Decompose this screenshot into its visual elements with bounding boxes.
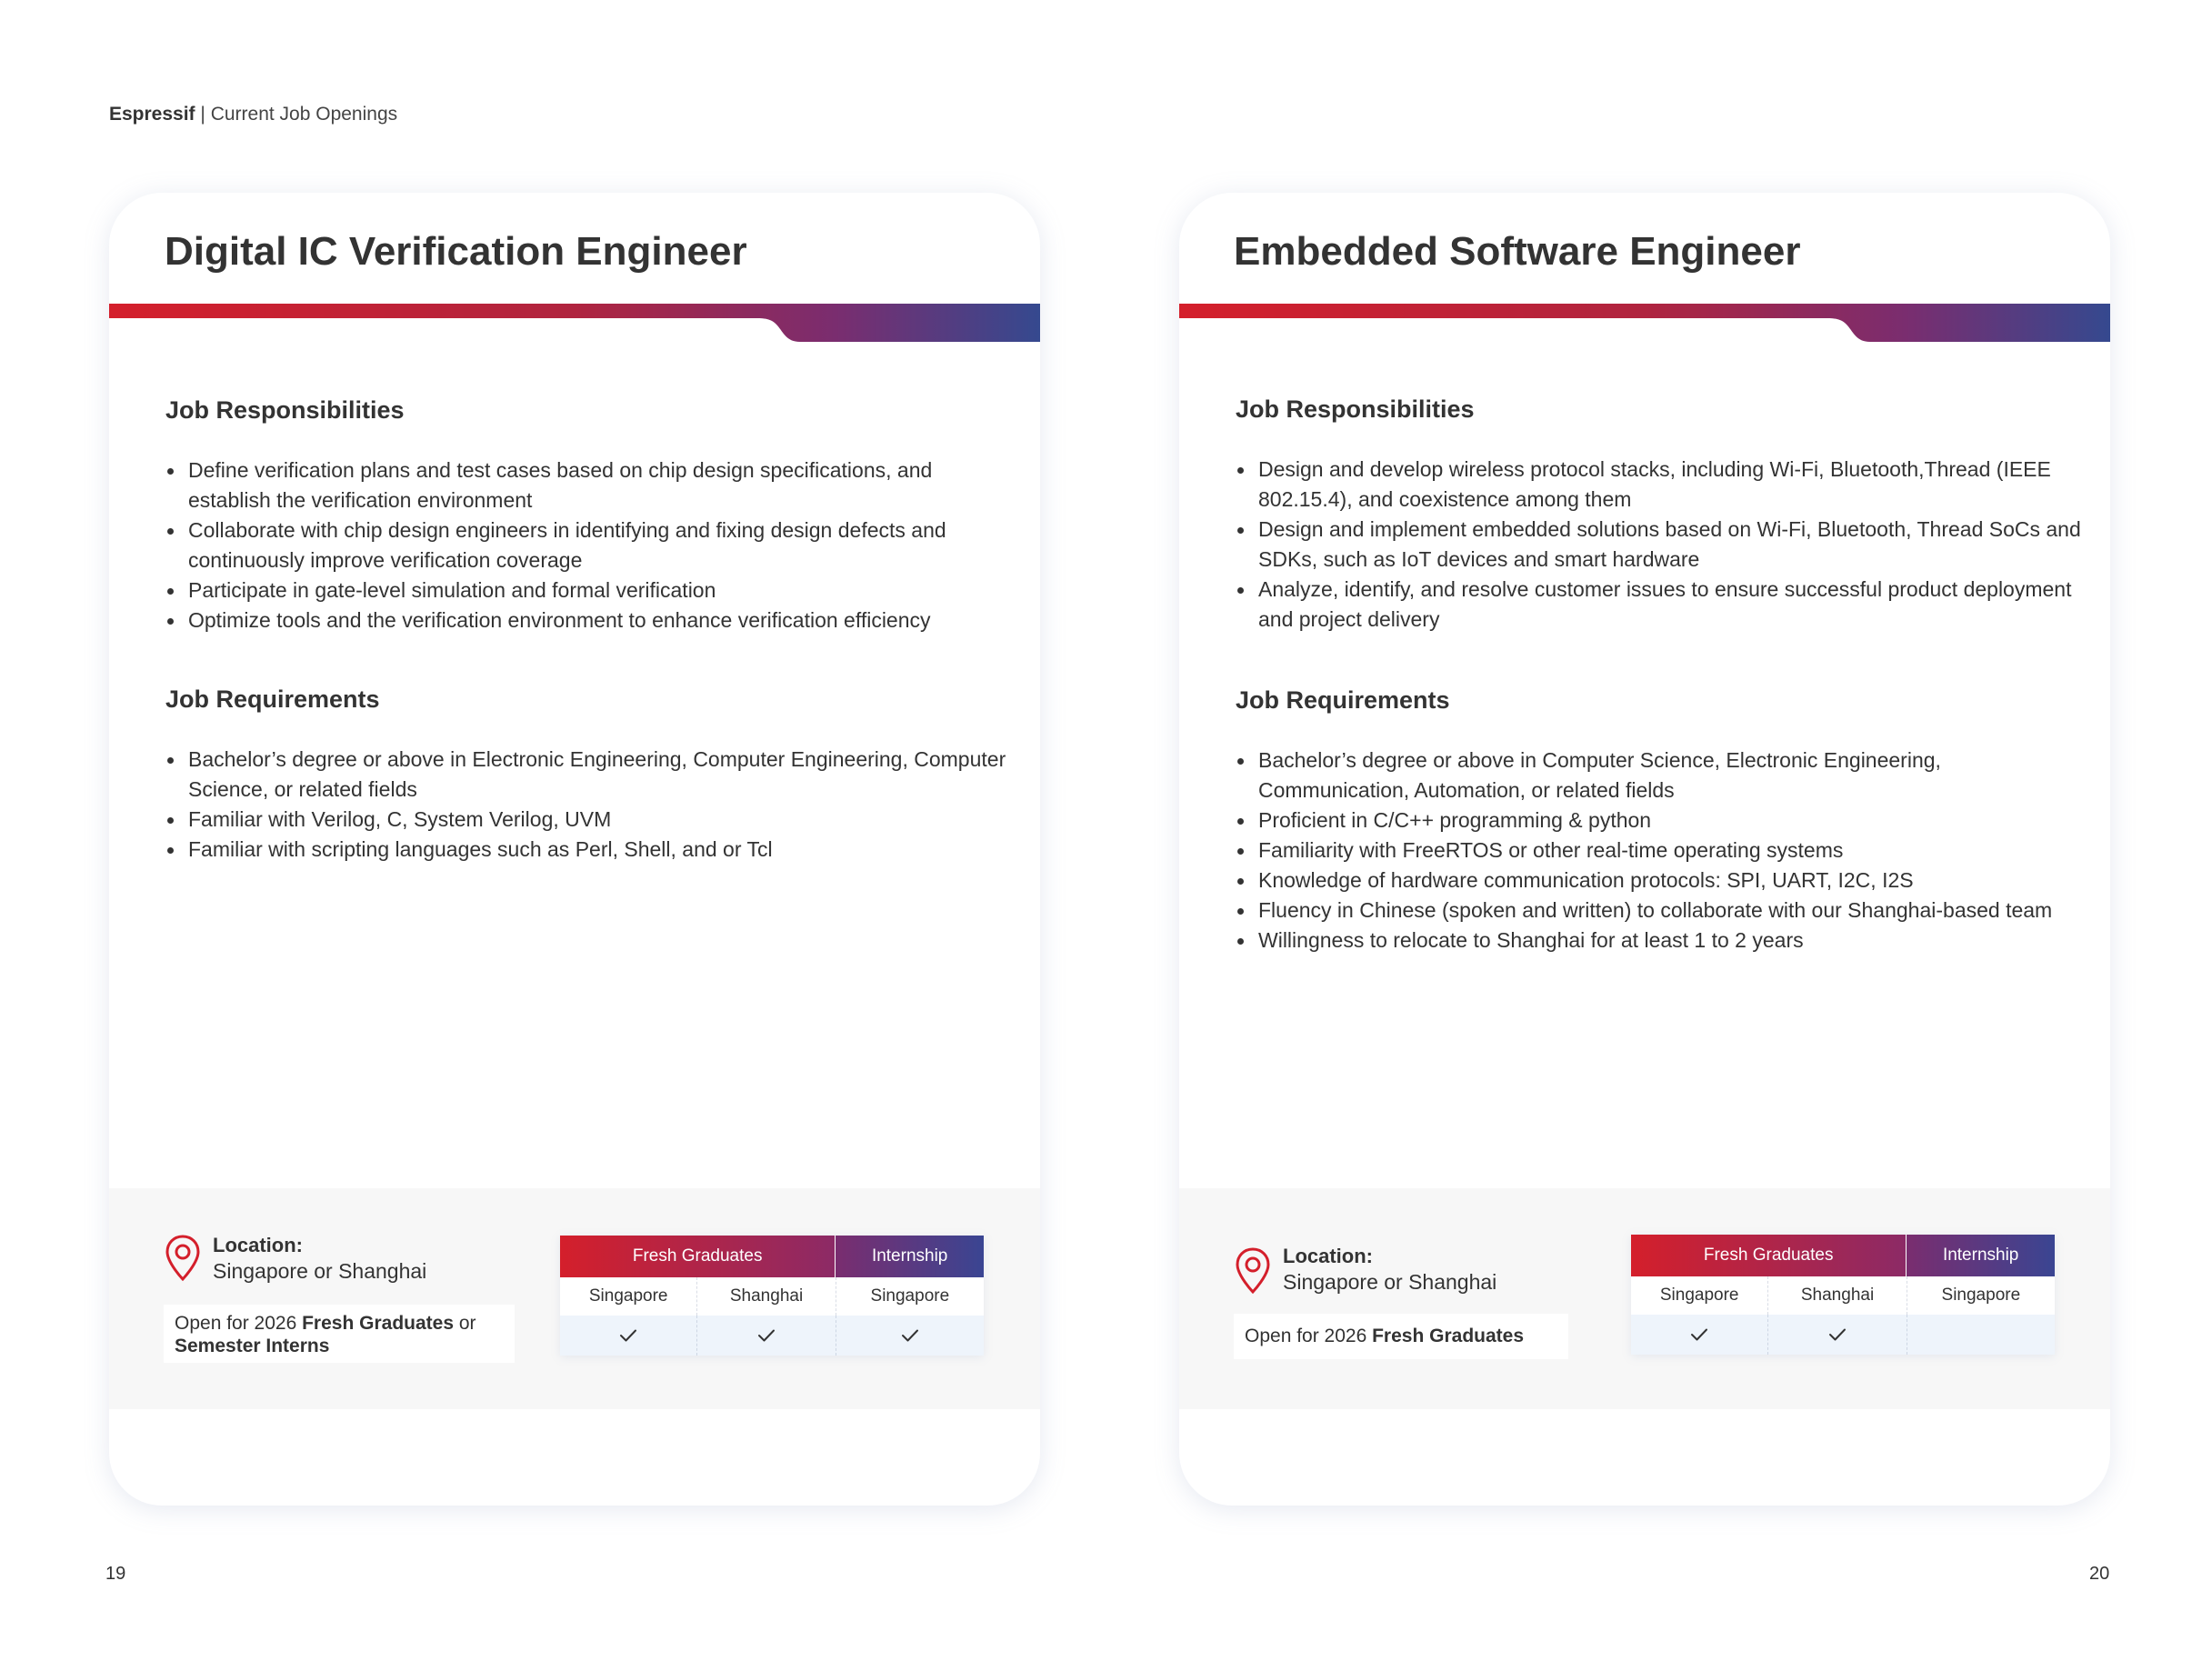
list-item: Design and implement embedded solutions based on Wi-Fi, Bluetooth, Thread SoCs and SDKs, such as IoT devices and smart hardware [1236, 515, 2081, 575]
location-cell: Singapore [1907, 1276, 2055, 1315]
job-title: Embedded Software Engineer [1234, 229, 1801, 274]
responsibilities-title: Job Responsibilities [165, 396, 405, 424]
check-icon [1690, 1327, 1708, 1342]
page-number-right: 20 [2089, 1564, 2110, 1584]
list-item: Optimize tools and the verification environment to enhance verification efficiency [165, 605, 1011, 635]
location-cell: Singapore [560, 1277, 696, 1316]
location-pin-icon [1234, 1246, 1272, 1296]
list-item: Fluency in Chinese (spoken and written) to collaborate with our Shanghai-based team [1236, 896, 2081, 926]
responsibilities-section [1236, 395, 2081, 635]
fresh-graduates-header: Fresh Graduates [1631, 1235, 1906, 1276]
open-for-note [164, 1305, 515, 1363]
check-icon [619, 1328, 637, 1343]
location-cell: Shanghai [1767, 1276, 1906, 1315]
internship-header: Internship [836, 1236, 984, 1277]
availability-cell [1767, 1315, 1906, 1355]
page-header [109, 104, 397, 125]
location-pin-icon [164, 1234, 202, 1283]
list-item: Collaborate with chip design engineers in identifying and fixing design defects and continuously improve verification coverage [165, 515, 1011, 575]
list-item: Familiar with Verilog, C, System Verilog, UVM [165, 805, 1011, 835]
responsibilities-section [165, 396, 1011, 635]
availability-header [560, 1236, 984, 1277]
availability-cell [696, 1316, 835, 1356]
responsibilities-list [1236, 455, 2081, 635]
list-item: Design and develop wireless protocol stacks, including Wi-Fi, Bluetooth,Thread (IEEE 802.15.4), and coexistence among them [1236, 455, 2081, 515]
location-cell: Singapore [836, 1277, 984, 1316]
availability-cell [1631, 1315, 1767, 1355]
open-for-prefix: Open for 2026 [1245, 1326, 1373, 1346]
check-icon [901, 1328, 919, 1343]
list-item: Willingness to relocate to Shanghai for at least 1 to 2 years [1236, 926, 2081, 956]
open-for-fresh: Fresh Graduates [1372, 1326, 1525, 1346]
location-panel [109, 1188, 1040, 1409]
location-label: Location: [1283, 1245, 1373, 1267]
availability-cell [836, 1316, 984, 1356]
responsibilities-list [165, 455, 1011, 635]
brand-name: Espressif [109, 104, 195, 125]
open-for-note [1234, 1314, 1568, 1359]
list-item: Define verification plans and test cases based on chip design specifications, and establish the verification environment [165, 455, 1011, 515]
check-icon [1828, 1327, 1847, 1342]
availability-header [1631, 1235, 2055, 1276]
requirements-section [165, 685, 1011, 865]
location-cell: Shanghai [696, 1277, 835, 1316]
availability-table [560, 1236, 984, 1356]
location-panel [1179, 1188, 2110, 1409]
job-card-embedded [1179, 193, 2110, 1506]
job-title: Digital IC Verification Engineer [165, 229, 747, 274]
location-value: Singapore or Shanghai [213, 1259, 427, 1283]
requirements-list [165, 745, 1011, 865]
requirements-list [1236, 745, 2081, 956]
location-cell: Singapore [1631, 1276, 1767, 1315]
location-label: Location: [213, 1234, 303, 1256]
responsibilities-title: Job Responsibilities [1236, 395, 1475, 423]
list-item: Proficient in C/C++ programming & python [1236, 805, 2081, 836]
open-for-middle: or [454, 1313, 482, 1334]
list-item: Familiar with scripting languages such as Perl, Shell, and or Tcl [165, 835, 1011, 865]
list-item: Knowledge of hardware communication protocols: SPI, UART, I2C, I2S [1236, 866, 2081, 896]
location-row [1631, 1276, 2055, 1315]
requirements-title: Job Requirements [165, 685, 380, 713]
availability-cell [560, 1316, 696, 1356]
list-item: Familiarity with FreeRTOS or other real-time operating systems [1236, 836, 2081, 866]
requirements-section [1236, 686, 2081, 956]
fresh-graduates-header: Fresh Graduates [560, 1236, 835, 1277]
check-icon [757, 1328, 776, 1343]
availability-table [1631, 1235, 2055, 1355]
page-number-left: 19 [105, 1564, 126, 1584]
list-item: Analyze, identify, and resolve customer issues to ensure successful product deployment and project delivery [1236, 575, 2081, 635]
requirements-title: Job Requirements [1236, 686, 1450, 714]
list-item: Bachelor’s degree or above in Electronic Engineering, Computer Engineering, Computer Science, or related fields [165, 745, 1011, 805]
title-gradient-band [109, 304, 1040, 355]
open-for-prefix: Open for 2026 [175, 1313, 303, 1334]
list-item: Bachelor’s degree or above in Computer Science, Electronic Engineering, Communication, Automation, or related fields [1236, 745, 2081, 805]
title-gradient-band [1179, 304, 2110, 355]
header-separator: | [195, 104, 211, 125]
open-for-interns: Semester Interns [175, 1336, 330, 1356]
list-item: Participate in gate-level simulation and formal verification [165, 575, 1011, 605]
availability-cell [1907, 1315, 2055, 1355]
location-value: Singapore or Shanghai [1283, 1270, 1497, 1294]
header-subtitle: Current Job Openings [210, 104, 398, 125]
job-card-verification [109, 193, 1040, 1506]
availability-row [560, 1316, 984, 1356]
location-row [560, 1277, 984, 1316]
internship-header: Internship [1907, 1235, 2055, 1276]
availability-row [1631, 1315, 2055, 1355]
open-for-fresh: Fresh Graduates [302, 1313, 455, 1334]
